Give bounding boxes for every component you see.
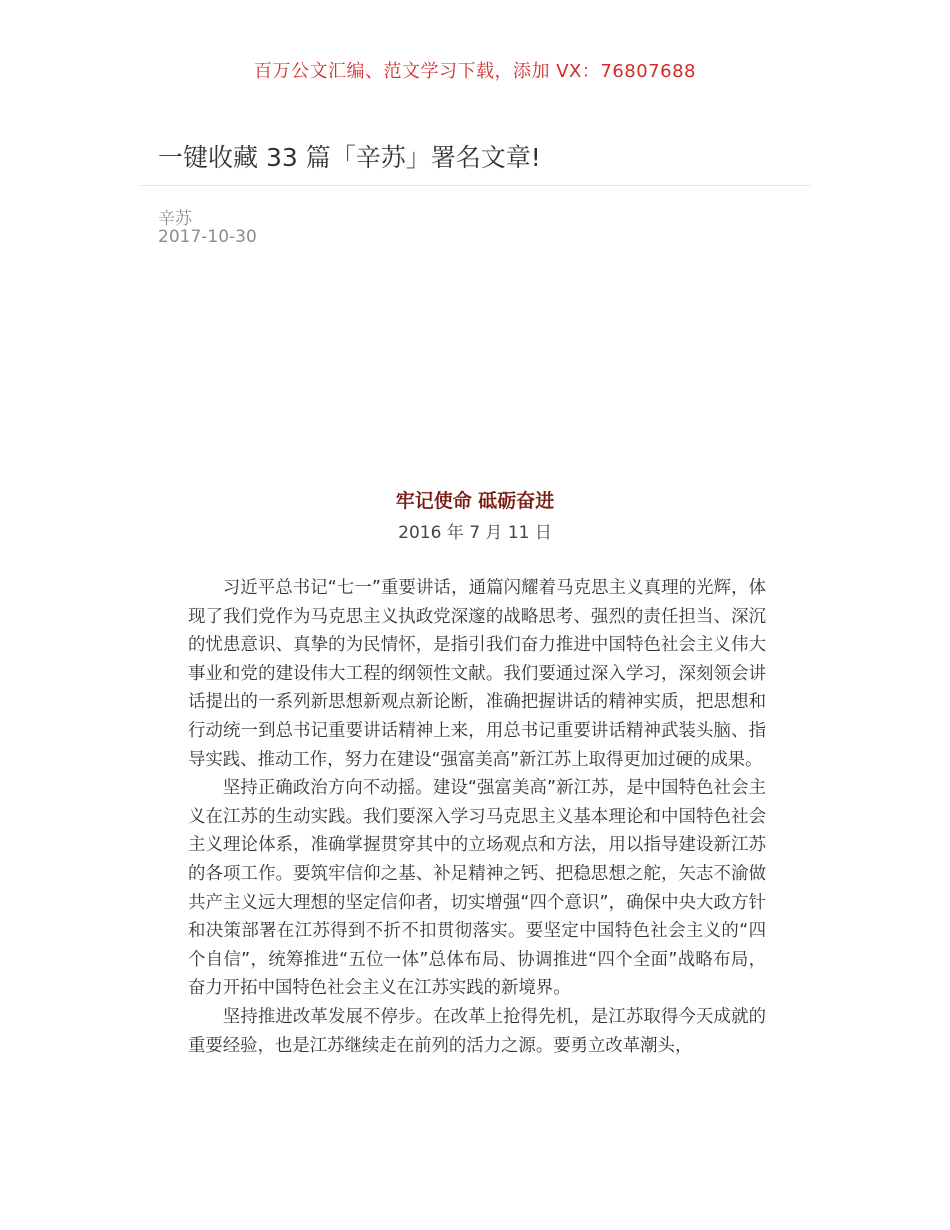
article-date: 2017-10-30 [158,227,257,247]
article-title: 一键收藏 33 篇「辛苏」署名文章! [158,143,541,172]
paragraph-1: 习近平总书记“七一”重要讲话，通篇闪耀着马克思主义真理的光辉，体现了我们党作为马克思主义执政党深邃的战略思考、强烈的责任担当、深沉的忧患意识、真挚的为民情怀，是指引我们奋力推进中国特色社会主义伟大事业和党的建设伟大工程的纲领性文献。我们要通过深入学习，深刻领会讲话提出的一系列新思想新观点新论断，准确把握讲话的精神实质，把思想和行动统一到总书记重要讲话精神上来，用总书记重要讲话精神武装头脑、指导实践、推动工作，努力在建设“强富美高”新江苏上取得更加过硬的成果。 [188,578,766,770]
document-date: 2016 年 7 月 11 日 [398,523,552,543]
paragraph-3: 坚持推进改革发展不停步。在改革上抢得先机，是江苏取得今天成就的重要经验，也是江苏继续走在前列的活力之源。要勇立改革潮头， [188,1006,766,1056]
title-divider [140,185,811,186]
document-body [188,574,766,1060]
article-author: 辛苏 [158,209,192,229]
promo-banner: 百万公文汇编、范文学习下载，添加 VX：76807688 [254,61,696,82]
paragraph-2: 坚持正确政治方向不动摇。建设“强富美高”新江苏，是中国特色社会主义在江苏的生动实践。我们要深入学习马克思主义基本理论和中国特色社会主义理论体系，准确掌握贯穿其中的立场观点和方法，用以指导建设新江苏的各项工作。要筑牢信仰之基、补足精神之钙、把稳思想之舵，矢志不渝做共产主义远大理想的坚定信仰者，切实增强“四个意识”，确保中央大政方针和决策部署在江苏得到不折不扣贯彻落实。要坚定中国特色社会主义的“四个自信”，统筹推进“五位一体”总体布局、协调推进“四个全面”战略布局，奋力开拓中国特色社会主义在江苏实践的新境界。 [188,778,766,999]
document-heading: 牢记使命 砥砺奋进 [395,490,555,512]
